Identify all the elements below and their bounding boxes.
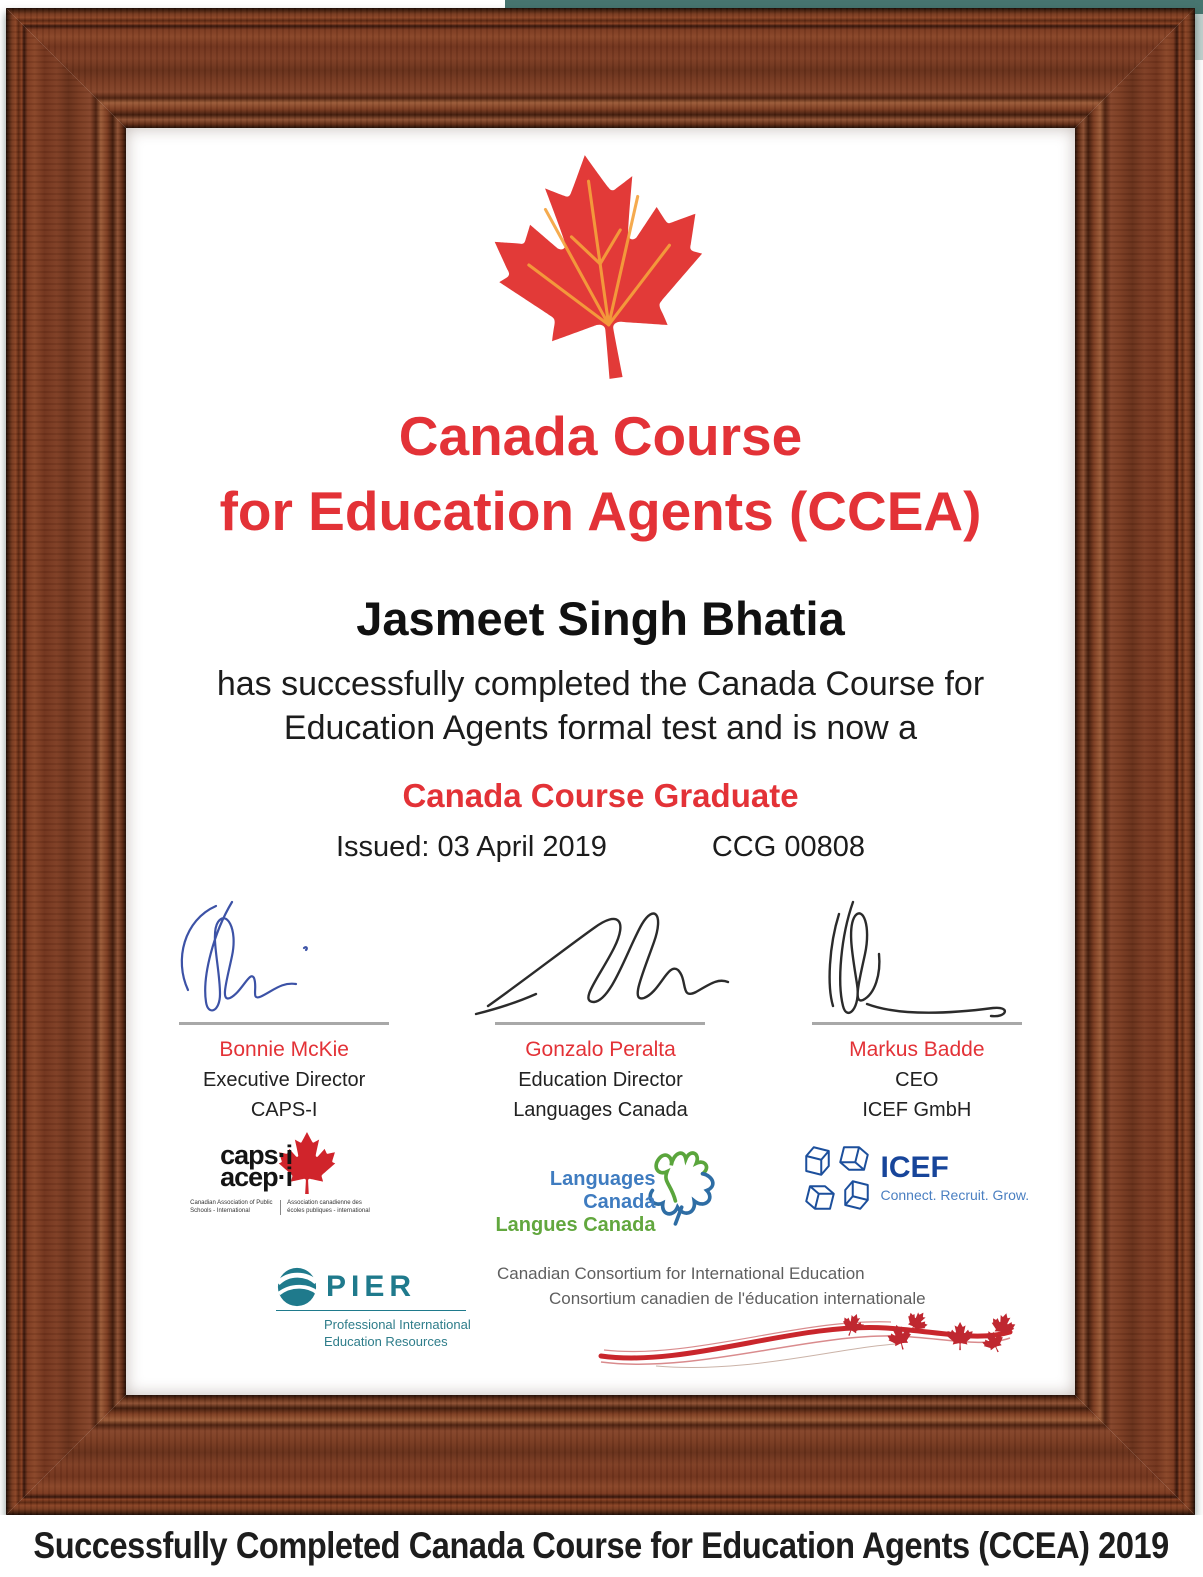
capsi-wordmark	[202, 1140, 293, 1193]
body-line-2: Education Agents formal test and is now a	[283, 709, 918, 748]
logo-row-2	[126, 1262, 1075, 1387]
signatory-1	[126, 890, 442, 1122]
languages-canada-line-2: Langues Canada	[495, 1214, 656, 1237]
wooden-picture-frame	[6, 8, 1195, 1515]
capsi-taglines	[190, 1200, 380, 1215]
signatory-org: ICEF GmbH	[862, 1099, 972, 1122]
capsi-tagline-fr: Association canadienne des écoles publiques - international	[280, 1200, 380, 1215]
icef-cube-icon	[805, 1146, 835, 1176]
pier-tagline	[324, 1317, 506, 1351]
icef-cubes-icon	[805, 1146, 869, 1210]
signatory-org: CAPS-I	[250, 1099, 318, 1122]
icef-tagline: Connect. Recruit. Grow.	[880, 1187, 1030, 1204]
signatory-org: Languages Canada	[513, 1099, 688, 1122]
capsi-line-1: caps·i	[220, 1140, 293, 1171]
signatory-title: Executive Director	[203, 1069, 366, 1092]
ccie-red-swirl-graphic	[596, 1304, 1026, 1379]
icef-name: ICEF	[880, 1151, 949, 1185]
languages-canada-wordmark	[485, 1168, 655, 1237]
signatory-title: CEO	[895, 1069, 939, 1092]
certificate-title	[220, 399, 982, 549]
pier-logo	[276, 1266, 506, 1351]
issue-date: Issued: 03 April 2019	[335, 831, 607, 864]
caption-bar	[0, 1515, 1203, 1577]
pier-wordmark-row	[276, 1266, 466, 1311]
signatory-3	[759, 890, 1075, 1122]
languages-canada-line-1: Languages Canada	[549, 1168, 656, 1214]
signature-row	[126, 890, 1075, 1122]
award-title: Canada Course Graduate	[402, 777, 799, 815]
signature-line	[179, 1022, 389, 1025]
recipient-name: Jasmeet Singh Bhatia	[356, 591, 845, 645]
signatory-name: Gonzalo Peralta	[525, 1038, 676, 1062]
capsi-tagline-en: Canadian Association of Public Schools - International	[190, 1200, 273, 1214]
icef-logo	[805, 1146, 1030, 1210]
signatory-name: Bonnie McKie	[219, 1038, 349, 1062]
issue-row	[336, 831, 865, 864]
maple-leaf-icon	[458, 154, 743, 379]
signatory-title: Education Director	[518, 1069, 683, 1092]
pier-tagline-line-2: Education Resources	[324, 1334, 448, 1350]
ccie-line-2: Consortium canadien de l'éducation internationale	[549, 1288, 926, 1308]
pier-globe-icon	[276, 1266, 318, 1308]
languages-canada-logo-column	[442, 1136, 758, 1237]
frame-bottom	[6, 1395, 1195, 1515]
signatory-name: Markus Badde	[849, 1038, 985, 1062]
ccie-line-1: Canadian Consortium for International Education	[497, 1264, 865, 1284]
frame-top	[6, 8, 1195, 128]
title-line-1: Canada Course	[398, 405, 803, 467]
title-line-2: for Education Agents (CCEA)	[219, 479, 982, 542]
frame-left	[6, 8, 126, 1515]
frame-right	[1075, 8, 1195, 1515]
icef-cube-icon	[839, 1180, 869, 1210]
signatory-2	[442, 890, 758, 1122]
signature-1-bonnie-mckie	[154, 890, 414, 1018]
icef-logo-column	[759, 1136, 1075, 1210]
signature-line	[495, 1022, 705, 1025]
icef-wordmark	[881, 1153, 1030, 1203]
capsi-line-2: acep·i	[220, 1162, 293, 1193]
pier-tagline-line-1: Professional International	[324, 1317, 471, 1333]
body-line-1: has successfully completed the Canada Course for	[216, 664, 985, 703]
capsi-logo-column	[126, 1136, 442, 1228]
icef-cube-icon	[805, 1180, 835, 1210]
capsi-logo	[184, 1136, 384, 1228]
certificate-body	[217, 662, 984, 752]
logo-row-1	[126, 1136, 1075, 1237]
caption-text: Successfully Completed Canada Course for Education Agents (CCEA) 2019	[33, 1525, 1170, 1566]
certificate-number: CCG 00808	[711, 831, 865, 864]
certificate	[126, 128, 1075, 1395]
icef-cube-icon	[839, 1146, 869, 1176]
signature-3-markus-badde	[787, 890, 1047, 1018]
languages-canada-logo	[485, 1136, 715, 1237]
pier-name: PIER	[326, 1270, 417, 1304]
signature-2-gonzalo-peralta	[470, 890, 730, 1018]
signature-line	[812, 1022, 1022, 1025]
